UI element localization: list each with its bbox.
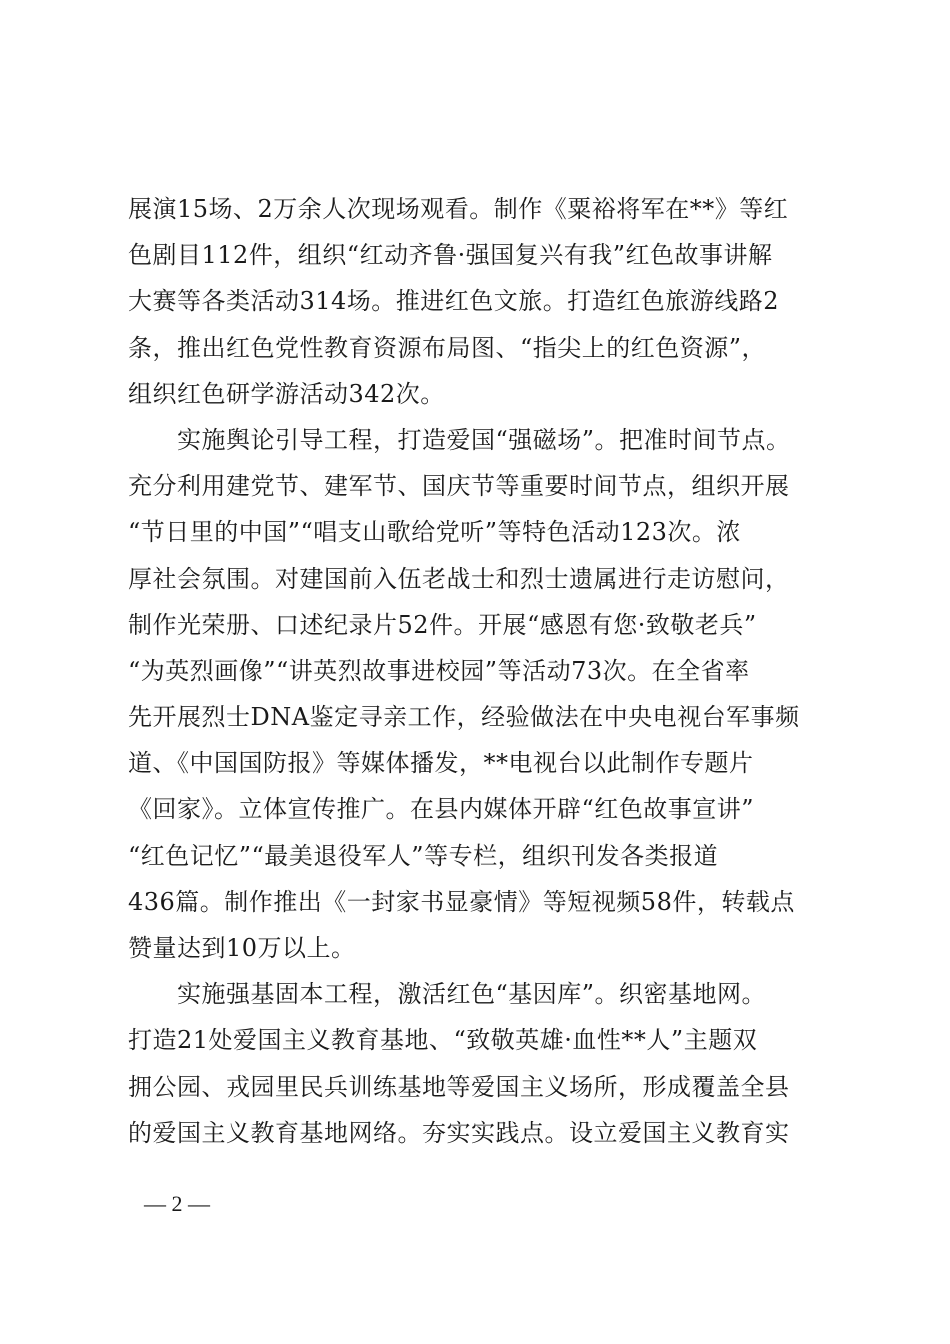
text-line: 组织红色研学游活动342次。 [128,379,445,408]
text-line: “为英烈画像”“讲英烈故事进校园”等活动73次。在全省率 [128,656,750,685]
paragraph-start-line: 实施强基固本工程，激活红色“基因库”。织密基地网。 [128,980,767,1009]
text-line: 《回家》。立体宣传推广。在县内媒体开辟“红色故事宣讲” [128,795,755,824]
text-line: 大赛等各类活动314场。推进红色文旅。打造红色旅游线路2 [128,287,780,316]
paragraph-start-line: 实施舆论引导工程，打造爱国“强磁场”。把准时间节点。 [128,425,791,454]
text-line: 厚社会氛围。对建国前入伍老战士和烈士遗属进行走访慰问， [128,564,790,593]
text-line: 先开展烈士DNA鉴定寻亲工作，经验做法在中央电视台军事频 [128,703,800,732]
text-line: 的爱国主义教育基地网络。夯实实践点。设立爱国主义教育实 [128,1118,790,1147]
text-line: 充分利用建党节、建军节、国庆节等重要时间节点，组织开展 [128,472,790,501]
text-line: “红色记忆”“最美退役军人”等专栏，组织刊发各类报道 [128,841,719,870]
body-text [128,186,832,1156]
text-line: 道、《中国国防报》等媒体播发，**电视台以此制作专题片 [128,749,754,778]
page-number: — 2 — [144,1191,210,1216]
text-line: 条，推出红色党性教育资源布局图、“指尖上的红色资源”， [128,333,767,362]
text-line: 赞量达到10万以上。 [128,934,356,962]
text-line: 展演15场、2万余人次现场观看。制作《粟裕将军在**》等红 [128,195,789,223]
text-line: “节日里的中国”“唱支山歌给党听”等特色活动123次。浓 [128,518,741,547]
text-line: 打造21处爱国主义教育基地、“致敬英雄·血性**人”主题双 [128,1026,758,1055]
text-line: 制作光荣册、口述纪录片52件。开展“感恩有您·致敬老兵” [128,610,757,639]
text-line: 色剧目112件，组织“红动齐鲁·强国复兴有我”红色故事讲解 [128,241,773,270]
text-line: 拥公园、戎园里民兵训练基地等爱国主义场所，形成覆盖全县 [128,1072,790,1101]
text-line: 436篇。制作推出《一封家书显豪情》等短视频58件，转载点 [128,887,795,916]
